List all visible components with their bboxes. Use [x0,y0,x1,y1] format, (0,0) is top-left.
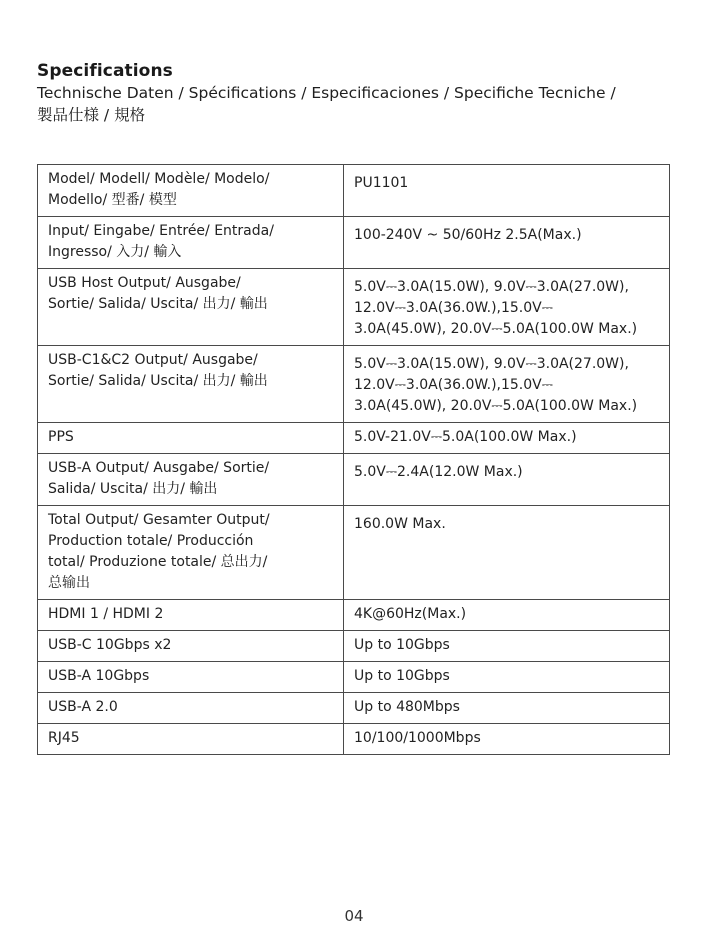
specifications-heading [37,60,677,126]
table-row [38,662,670,693]
spec-label-line: USB-C1&C2 Output/ Ausgabe/ [48,352,258,368]
specifications-table [37,164,670,755]
spec-value-cell [344,165,670,217]
spec-label-cell [38,454,344,506]
spec-label-line: Model/ Modell/ Modèle/ Modelo/ [48,171,270,187]
spec-label-line: USB-C 10Gbps x2 [48,637,172,653]
spec-value-cell [344,600,670,631]
table-row [38,423,670,454]
page-number: 04 [344,907,364,925]
spec-value-cell [344,631,670,662]
spec-value-cell [344,662,670,693]
spec-label-cell [38,631,344,662]
table-row [38,506,670,600]
spec-value-line: 5.0V⎓3.0A(15.0W), 9.0V⎓3.0A(27.0W), [354,279,629,295]
spec-label-cell [38,217,344,269]
spec-label-cell [38,346,344,423]
spec-value-line: 5.0V⎓2.4A(12.0W Max.) [354,464,523,480]
spec-value-line: PU1101 [354,175,409,191]
spec-label-cell [38,600,344,631]
spec-label-line: Sortie/ Salida/ Uscita/ 出力/ 輸出 [48,373,268,389]
spec-value-line: 5.0V-21.0V⎓5.0A(100.0W Max.) [354,429,577,445]
spec-value-line: 12.0V⎓3.0A(36.0W.),15.0V⎓ [354,300,553,316]
spec-label-line: USB Host Output/ Ausgabe/ [48,275,241,291]
table-row [38,693,670,724]
spec-value-line: Up to 10Gbps [354,668,450,684]
spec-label-line: RJ45 [48,730,80,746]
specifications-table-body [38,165,670,755]
spec-value-cell [344,506,670,600]
spec-value-cell [344,346,670,423]
table-row [38,724,670,755]
spec-label-cell [38,662,344,693]
spec-label-line: Sortie/ Salida/ Uscita/ 出力/ 輸出 [48,296,268,312]
spec-label-cell [38,269,344,346]
spec-value-cell [344,724,670,755]
spec-label-line: Input/ Eingabe/ Entrée/ Entrada/ [48,223,274,239]
spec-value-line: 160.0W Max. [354,516,446,532]
spec-value-cell [344,693,670,724]
table-row [38,269,670,346]
spec-label-cell [38,423,344,454]
table-row [38,600,670,631]
spec-label-cell [38,506,344,600]
table-row [38,346,670,423]
spec-label-cell [38,693,344,724]
spec-value-line: Up to 10Gbps [354,637,450,653]
table-row [38,217,670,269]
spec-label-line: total/ Produzione totale/ 总出力/ [48,554,268,570]
spec-label-line: USB-A Output/ Ausgabe/ Sortie/ [48,460,270,476]
spec-value-line: 12.0V⎓3.0A(36.0W.),15.0V⎓ [354,377,553,393]
spec-label-cell [38,724,344,755]
spec-value-line: Up to 480Mbps [354,699,460,715]
subtitle-line-1: Technische Daten / Spécifications / Especificaciones / Specifiche Tecniche / [37,84,616,102]
spec-label-line: Salida/ Uscita/ 出力/ 輸出 [48,481,218,497]
spec-value-line: 10/100/1000Mbps [354,730,481,746]
spec-label-line: PPS [48,429,74,445]
spec-label-cell [38,165,344,217]
spec-value-line: 3.0A(45.0W), 20.0V⎓5.0A(100.0W Max.) [354,398,638,414]
spec-value-cell [344,423,670,454]
subtitle-line-2: 製品仕様 / 規格 [37,106,146,124]
spec-value-line: 4K@60Hz(Max.) [354,606,467,622]
spec-value-line: 5.0V⎓3.0A(15.0W), 9.0V⎓3.0A(27.0W), [354,356,629,372]
page-title: Specifications [37,61,173,81]
table-row [38,454,670,506]
spec-label-line: Modello/ 型番/ 模型 [48,192,177,208]
table-row [38,165,670,217]
spec-value-cell [344,269,670,346]
spec-label-line: Ingresso/ 入力/ 輸入 [48,244,182,260]
spec-value-line: 3.0A(45.0W), 20.0V⎓5.0A(100.0W Max.) [354,321,638,337]
spec-value-line: 100-240V ~ 50/60Hz 2.5A(Max.) [354,227,582,243]
spec-value-cell [344,454,670,506]
spec-label-line: HDMI 1 / HDMI 2 [48,606,164,622]
spec-label-line: Production totale/ Producción [48,533,254,549]
spec-label-line: Total Output/ Gesamter Output/ [48,512,270,528]
spec-label-line: USB-A 10Gbps [48,668,150,684]
spec-label-line: USB-A 2.0 [48,699,118,715]
table-row [38,631,670,662]
spec-value-cell [344,217,670,269]
spec-label-line: 总输出 [48,575,90,591]
